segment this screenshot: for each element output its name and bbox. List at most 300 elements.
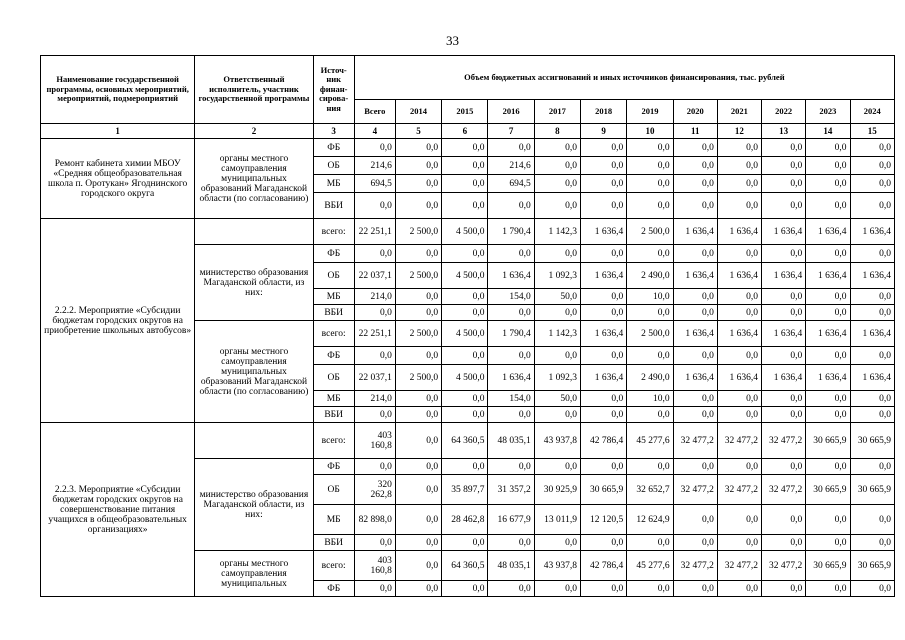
value-cell: 28 462,8 <box>442 505 488 535</box>
value-cell: 0,0 <box>442 157 488 175</box>
value-cell: 30 665,9 <box>850 551 894 581</box>
value-cell: 0,0 <box>488 245 534 263</box>
value-cell: 0,0 <box>395 391 441 407</box>
value-cell: 0,0 <box>627 175 673 193</box>
value-cell: 0,0 <box>488 535 534 551</box>
value-cell: 30 665,9 <box>850 423 894 459</box>
header-year: 2018 <box>581 100 627 124</box>
value-cell: 0,0 <box>717 535 761 551</box>
source-cell: МБ <box>313 175 354 193</box>
value-cell: 32 477,2 <box>673 423 717 459</box>
value-cell: 0,0 <box>850 157 894 175</box>
source-cell: ОБ <box>313 475 354 505</box>
total-cell: 82 898,0 <box>354 505 395 535</box>
value-cell: 0,0 <box>395 157 441 175</box>
value-cell: 0,0 <box>762 347 806 365</box>
value-cell: 0,0 <box>806 407 850 423</box>
value-cell: 0,0 <box>442 305 488 321</box>
column-index-cell: 8 <box>534 124 580 139</box>
value-cell: 4 500,0 <box>442 219 488 245</box>
value-cell: 0,0 <box>806 289 850 305</box>
value-cell: 0,0 <box>673 157 717 175</box>
source-cell: ОБ <box>313 157 354 175</box>
value-cell: 0,0 <box>762 175 806 193</box>
value-cell: 2 490,0 <box>627 263 673 289</box>
page-number: 33 <box>446 33 459 48</box>
value-cell: 0,0 <box>806 175 850 193</box>
value-cell: 0,0 <box>850 305 894 321</box>
activity-name: 2.2.2. Мероприятие «Субсидии бюджетам городских округов на приобретение школьных автобусов» <box>41 219 195 423</box>
total-cell: 22 251,1 <box>354 321 395 347</box>
value-cell: 0,0 <box>627 193 673 219</box>
source-cell: ВБИ <box>313 535 354 551</box>
value-cell: 0,0 <box>762 305 806 321</box>
total-cell: 22 037,1 <box>354 365 395 391</box>
column-index-cell: 2 <box>195 124 313 139</box>
value-cell: 0,0 <box>850 459 894 475</box>
value-cell: 0,0 <box>627 581 673 597</box>
value-cell: 0,0 <box>395 139 441 157</box>
column-index-cell: 14 <box>806 124 850 139</box>
column-index-cell: 6 <box>442 124 488 139</box>
value-cell: 1 636,4 <box>488 365 534 391</box>
value-cell: 0,0 <box>673 505 717 535</box>
value-cell: 0,0 <box>762 245 806 263</box>
value-cell: 48 035,1 <box>488 551 534 581</box>
value-cell: 0,0 <box>442 289 488 305</box>
responsible-cell-empty <box>195 423 313 459</box>
header-name: Наименование государственной программы, основных мероприятий, мероприятий, подмероприятий <box>41 56 195 124</box>
total-cell: 0,0 <box>354 581 395 597</box>
column-index-cell: 15 <box>850 124 894 139</box>
value-cell: 0,0 <box>442 535 488 551</box>
value-cell: 0,0 <box>442 193 488 219</box>
total-cell: 22 251,1 <box>354 219 395 245</box>
value-cell: 0,0 <box>395 551 441 581</box>
activity-name: 2.2.3. Мероприятие «Субсидии бюджетам городских округов на совершенствование питания учащихся в общеобразовательных организациях» <box>41 423 195 597</box>
total-cell: 22 037,1 <box>354 263 395 289</box>
responsible-cell: органы местного самоуправления муниципальных образований Магаданской области (по согласованию) <box>195 139 313 219</box>
value-cell: 0,0 <box>806 459 850 475</box>
value-cell: 0,0 <box>488 407 534 423</box>
value-cell: 0,0 <box>581 535 627 551</box>
value-cell: 0,0 <box>806 391 850 407</box>
source-cell: всего: <box>313 219 354 245</box>
value-cell: 0,0 <box>806 157 850 175</box>
value-cell: 0,0 <box>488 459 534 475</box>
value-cell: 1 636,4 <box>717 219 761 245</box>
value-cell: 0,0 <box>534 581 580 597</box>
value-cell: 10,0 <box>627 289 673 305</box>
header-total: Всего <box>354 100 395 124</box>
value-cell: 0,0 <box>762 391 806 407</box>
header-volume: Объем бюджетных ассигнований и иных источников финансирования, тыс. рублей <box>354 56 894 100</box>
value-cell: 0,0 <box>717 505 761 535</box>
value-cell: 1 790,4 <box>488 219 534 245</box>
value-cell: 0,0 <box>395 289 441 305</box>
header-year: 2020 <box>673 100 717 124</box>
value-cell: 32 477,2 <box>717 423 761 459</box>
value-cell: 1 636,4 <box>717 321 761 347</box>
total-cell: 214,0 <box>354 391 395 407</box>
header-responsible: Ответственный исполнитель, участник государственной программы <box>195 56 313 124</box>
value-cell: 2 500,0 <box>627 321 673 347</box>
value-cell: 154,0 <box>488 391 534 407</box>
value-cell: 0,0 <box>581 581 627 597</box>
column-index-cell: 1 <box>41 124 195 139</box>
source-cell: ФБ <box>313 245 354 263</box>
total-cell: 0,0 <box>354 347 395 365</box>
value-cell: 64 360,5 <box>442 551 488 581</box>
value-cell: 1 092,3 <box>534 365 580 391</box>
value-cell: 30 665,9 <box>581 475 627 505</box>
responsible-cell: органы местного самоуправления муниципальных образований Магаданской области (по согласованию) <box>195 321 313 423</box>
value-cell: 0,0 <box>762 581 806 597</box>
column-index-cell: 11 <box>673 124 717 139</box>
value-cell: 0,0 <box>395 505 441 535</box>
value-cell: 2 490,0 <box>627 365 673 391</box>
value-cell: 0,0 <box>395 459 441 475</box>
value-cell: 1 636,4 <box>850 219 894 245</box>
value-cell: 0,0 <box>717 289 761 305</box>
total-cell: 0,0 <box>354 535 395 551</box>
source-cell: ВБИ <box>313 407 354 423</box>
table-row <box>41 219 895 245</box>
value-cell: 0,0 <box>627 139 673 157</box>
value-cell: 0,0 <box>442 245 488 263</box>
value-cell: 0,0 <box>581 459 627 475</box>
activity-name: Ремонт кабинета химии МБОУ «Средняя общеобразовательная школа п. Оротукан» Ягоднинского городского округа <box>41 139 195 219</box>
value-cell: 0,0 <box>717 391 761 407</box>
responsible-cell-empty <box>195 219 313 245</box>
value-cell: 30 925,9 <box>534 475 580 505</box>
value-cell: 0,0 <box>673 289 717 305</box>
value-cell: 154,0 <box>488 289 534 305</box>
value-cell: 43 937,8 <box>534 551 580 581</box>
value-cell: 0,0 <box>442 139 488 157</box>
value-cell: 0,0 <box>442 347 488 365</box>
value-cell: 0,0 <box>395 535 441 551</box>
value-cell: 0,0 <box>627 459 673 475</box>
source-cell: МБ <box>313 505 354 535</box>
value-cell: 0,0 <box>806 245 850 263</box>
value-cell: 0,0 <box>442 459 488 475</box>
value-cell: 32 477,2 <box>673 475 717 505</box>
column-index-cell: 7 <box>488 124 534 139</box>
value-cell: 16 677,9 <box>488 505 534 535</box>
value-cell: 45 277,6 <box>627 423 673 459</box>
value-cell: 0,0 <box>581 391 627 407</box>
value-cell: 31 357,2 <box>488 475 534 505</box>
value-cell: 0,0 <box>850 505 894 535</box>
value-cell: 0,0 <box>673 193 717 219</box>
value-cell: 0,0 <box>850 581 894 597</box>
value-cell: 0,0 <box>581 157 627 175</box>
total-cell: 0,0 <box>354 193 395 219</box>
value-cell: 0,0 <box>442 407 488 423</box>
value-cell: 0,0 <box>534 535 580 551</box>
responsible-cell: министерство образования Магаданской области, из них: <box>195 459 313 551</box>
value-cell: 0,0 <box>488 347 534 365</box>
value-cell: 0,0 <box>717 193 761 219</box>
column-index-row <box>41 124 895 139</box>
source-cell: ОБ <box>313 263 354 289</box>
value-cell: 1 636,4 <box>762 321 806 347</box>
value-cell: 1 636,4 <box>762 365 806 391</box>
value-cell: 32 477,2 <box>762 423 806 459</box>
value-cell: 2 500,0 <box>627 219 673 245</box>
value-cell: 214,6 <box>488 157 534 175</box>
value-cell: 0,0 <box>850 289 894 305</box>
value-cell: 0,0 <box>581 193 627 219</box>
value-cell: 1 142,3 <box>534 321 580 347</box>
source-cell: ФБ <box>313 347 354 365</box>
total-cell: 214,0 <box>354 289 395 305</box>
value-cell: 0,0 <box>762 193 806 219</box>
value-cell: 35 897,7 <box>442 475 488 505</box>
value-cell: 1 636,4 <box>806 219 850 245</box>
value-cell: 1 092,3 <box>534 263 580 289</box>
value-cell: 0,0 <box>534 175 580 193</box>
value-cell: 0,0 <box>673 175 717 193</box>
value-cell: 0,0 <box>673 391 717 407</box>
value-cell: 0,0 <box>806 139 850 157</box>
value-cell: 0,0 <box>395 581 441 597</box>
value-cell: 2 500,0 <box>395 219 441 245</box>
value-cell: 0,0 <box>488 581 534 597</box>
source-cell: ФБ <box>313 459 354 475</box>
value-cell: 1 636,4 <box>806 263 850 289</box>
total-cell: 0,0 <box>354 459 395 475</box>
value-cell: 0,0 <box>850 407 894 423</box>
header-year: 2024 <box>850 100 894 124</box>
source-cell: ФБ <box>313 581 354 597</box>
total-cell: 0,0 <box>354 407 395 423</box>
value-cell: 0,0 <box>581 347 627 365</box>
value-cell: 0,0 <box>717 407 761 423</box>
value-cell: 0,0 <box>850 347 894 365</box>
value-cell: 0,0 <box>717 175 761 193</box>
value-cell: 0,0 <box>806 305 850 321</box>
responsible-cell: министерство образования Магаданской области, из них: <box>195 245 313 321</box>
value-cell: 0,0 <box>673 139 717 157</box>
value-cell: 0,0 <box>850 245 894 263</box>
total-cell: 694,5 <box>354 175 395 193</box>
value-cell: 0,0 <box>717 581 761 597</box>
value-cell: 0,0 <box>581 305 627 321</box>
value-cell: 1 636,4 <box>673 321 717 347</box>
value-cell: 42 786,4 <box>581 423 627 459</box>
value-cell: 0,0 <box>806 347 850 365</box>
value-cell: 0,0 <box>762 139 806 157</box>
column-index-cell: 13 <box>762 124 806 139</box>
value-cell: 0,0 <box>850 193 894 219</box>
total-cell: 403 160,8 <box>354 551 395 581</box>
value-cell: 0,0 <box>534 245 580 263</box>
table-row <box>41 423 895 459</box>
value-cell: 43 937,8 <box>534 423 580 459</box>
value-cell: 1 636,4 <box>850 365 894 391</box>
source-cell: ФБ <box>313 139 354 157</box>
value-cell: 0,0 <box>806 193 850 219</box>
value-cell: 0,0 <box>850 175 894 193</box>
value-cell: 0,0 <box>488 139 534 157</box>
value-cell: 0,0 <box>762 505 806 535</box>
value-cell: 0,0 <box>395 347 441 365</box>
value-cell: 30 665,9 <box>806 551 850 581</box>
value-cell: 0,0 <box>581 289 627 305</box>
value-cell: 0,0 <box>673 459 717 475</box>
column-index-cell: 10 <box>627 124 673 139</box>
value-cell: 50,0 <box>534 391 580 407</box>
value-cell: 2 500,0 <box>395 321 441 347</box>
value-cell: 32 477,2 <box>717 551 761 581</box>
value-cell: 0,0 <box>534 305 580 321</box>
value-cell: 0,0 <box>627 245 673 263</box>
value-cell: 0,0 <box>762 407 806 423</box>
source-cell: ВБИ <box>313 193 354 219</box>
value-cell: 0,0 <box>673 581 717 597</box>
value-cell: 1 636,4 <box>762 263 806 289</box>
value-cell: 0,0 <box>534 193 580 219</box>
value-cell: 0,0 <box>627 535 673 551</box>
header-year: 2014 <box>395 100 441 124</box>
value-cell: 0,0 <box>806 581 850 597</box>
value-cell: 0,0 <box>442 175 488 193</box>
table-row <box>41 139 895 157</box>
value-cell: 0,0 <box>762 157 806 175</box>
column-index-cell: 9 <box>581 124 627 139</box>
value-cell: 0,0 <box>717 139 761 157</box>
source-cell: МБ <box>313 289 354 305</box>
value-cell: 1 636,4 <box>717 365 761 391</box>
value-cell: 0,0 <box>581 407 627 423</box>
value-cell: 45 277,6 <box>627 551 673 581</box>
value-cell: 0,0 <box>762 535 806 551</box>
total-cell: 403 160,8 <box>354 423 395 459</box>
value-cell: 2 500,0 <box>395 365 441 391</box>
value-cell: 64 360,5 <box>442 423 488 459</box>
value-cell: 0,0 <box>534 459 580 475</box>
value-cell: 0,0 <box>534 407 580 423</box>
value-cell: 0,0 <box>717 245 761 263</box>
value-cell: 10,0 <box>627 391 673 407</box>
value-cell: 32 477,2 <box>762 475 806 505</box>
value-cell: 0,0 <box>673 245 717 263</box>
value-cell: 1 636,4 <box>581 219 627 245</box>
value-cell: 0,0 <box>806 505 850 535</box>
value-cell: 30 665,9 <box>850 475 894 505</box>
value-cell: 12 120,5 <box>581 505 627 535</box>
value-cell: 1 636,4 <box>850 263 894 289</box>
column-index-cell: 3 <box>313 124 354 139</box>
value-cell: 1 636,4 <box>673 219 717 245</box>
source-cell: всего: <box>313 321 354 347</box>
source-cell: ОБ <box>313 365 354 391</box>
header-year: 2021 <box>717 100 761 124</box>
value-cell: 0,0 <box>762 459 806 475</box>
value-cell: 1 636,4 <box>850 321 894 347</box>
value-cell: 0,0 <box>673 347 717 365</box>
value-cell: 0,0 <box>534 157 580 175</box>
header-year: 2019 <box>627 100 673 124</box>
value-cell: 1 636,4 <box>673 365 717 391</box>
value-cell: 0,0 <box>627 347 673 365</box>
value-cell: 4 500,0 <box>442 365 488 391</box>
value-cell: 0,0 <box>717 347 761 365</box>
value-cell: 1 636,4 <box>806 321 850 347</box>
value-cell: 48 035,1 <box>488 423 534 459</box>
header-year: 2015 <box>442 100 488 124</box>
value-cell: 4 500,0 <box>442 321 488 347</box>
total-cell: 0,0 <box>354 139 395 157</box>
header-year: 2022 <box>762 100 806 124</box>
value-cell: 0,0 <box>534 347 580 365</box>
source-cell: всего: <box>313 423 354 459</box>
value-cell: 0,0 <box>673 535 717 551</box>
value-cell: 0,0 <box>581 139 627 157</box>
value-cell: 0,0 <box>581 245 627 263</box>
value-cell: 0,0 <box>395 193 441 219</box>
value-cell: 1 142,3 <box>534 219 580 245</box>
value-cell: 694,5 <box>488 175 534 193</box>
header-source: Источ-ник финан-сирова-ния <box>313 56 354 124</box>
value-cell: 0,0 <box>488 193 534 219</box>
value-cell: 1 636,4 <box>762 219 806 245</box>
value-cell: 1 790,4 <box>488 321 534 347</box>
value-cell: 1 636,4 <box>581 263 627 289</box>
value-cell: 0,0 <box>395 245 441 263</box>
value-cell: 0,0 <box>442 581 488 597</box>
value-cell: 1 636,4 <box>806 365 850 391</box>
value-cell: 0,0 <box>395 175 441 193</box>
value-cell: 1 636,4 <box>581 365 627 391</box>
total-cell: 0,0 <box>354 305 395 321</box>
budget-table <box>40 55 895 597</box>
value-cell: 32 652,7 <box>627 475 673 505</box>
source-cell: всего: <box>313 551 354 581</box>
value-cell: 12 624,9 <box>627 505 673 535</box>
value-cell: 13 011,9 <box>534 505 580 535</box>
value-cell: 0,0 <box>395 475 441 505</box>
value-cell: 1 636,4 <box>717 263 761 289</box>
header-year: 2017 <box>534 100 580 124</box>
value-cell: 0,0 <box>627 305 673 321</box>
value-cell: 0,0 <box>581 175 627 193</box>
value-cell: 0,0 <box>762 289 806 305</box>
value-cell: 0,0 <box>717 305 761 321</box>
value-cell: 2 500,0 <box>395 263 441 289</box>
value-cell: 0,0 <box>673 305 717 321</box>
value-cell: 50,0 <box>534 289 580 305</box>
value-cell: 32 477,2 <box>717 475 761 505</box>
value-cell: 1 636,4 <box>488 263 534 289</box>
value-cell: 0,0 <box>850 535 894 551</box>
value-cell: 0,0 <box>850 391 894 407</box>
header-year: 2023 <box>806 100 850 124</box>
value-cell: 32 477,2 <box>673 551 717 581</box>
total-cell: 0,0 <box>354 245 395 263</box>
column-index-cell: 12 <box>717 124 761 139</box>
value-cell: 0,0 <box>673 407 717 423</box>
value-cell: 4 500,0 <box>442 263 488 289</box>
header-year: 2016 <box>488 100 534 124</box>
value-cell: 1 636,4 <box>673 263 717 289</box>
column-index-cell: 4 <box>354 124 395 139</box>
column-index-cell: 5 <box>395 124 441 139</box>
value-cell: 32 477,2 <box>762 551 806 581</box>
value-cell: 0,0 <box>395 305 441 321</box>
